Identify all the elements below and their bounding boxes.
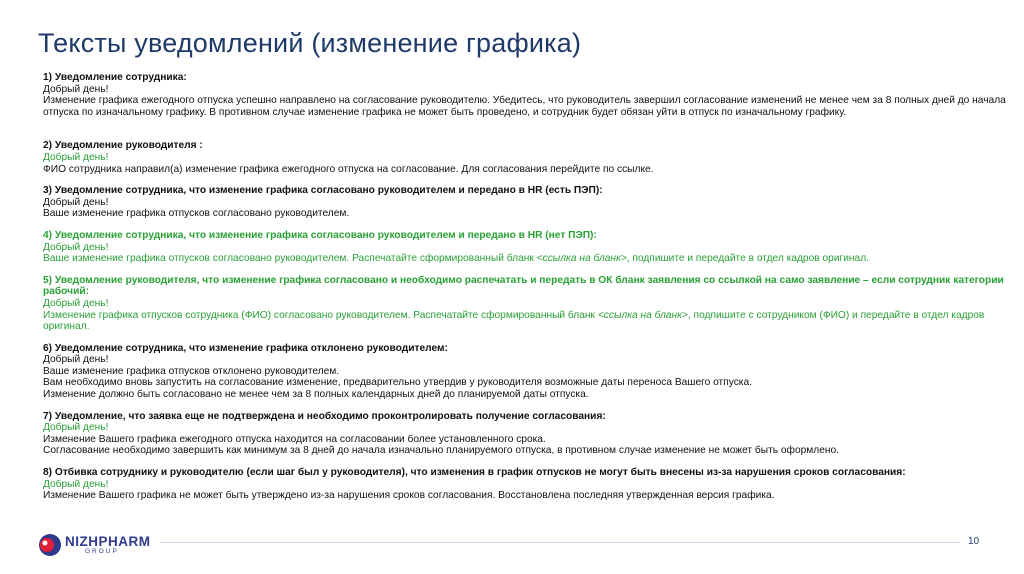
footer-divider [160, 542, 960, 543]
notice-6-line-3: Изменение должно быть согласовано не менее чем за 8 полных календарных дней до планируемой даты отпуска. [43, 389, 589, 401]
notice-7-greeting: Добрый день! [43, 422, 109, 434]
notice-7-line-2: Согласование необходимо завершить как минимум за 8 дней до начала изначально планируемого отпуска, в противном случае изменение не может быть оформлено. [43, 445, 840, 457]
notice-2 [43, 140, 1008, 175]
notice-5 [43, 275, 1008, 333]
notice-8 [43, 467, 1008, 502]
notice-4-text-start: Ваше изменение графика отпусков согласовано руководителем. Распечатайте сформированный бланк [43, 253, 537, 265]
notice-1-text: Изменение графика ежегодного отпуска успешно направлено на согласование руководителю. Убедитесь, что руководитель завершил согласование изменений не менее чем за 8 полных дней до начала отпуска по изначальному графику. В противном случае изменение графика не может быть проведено, и сотрудник будет обязан уйти в отпуск по изначальному графику. [43, 95, 1006, 118]
notice-5-form-link[interactable]: <ссылка на бланк> [597, 309, 688, 321]
notice-5-text [43, 310, 1008, 333]
notice-7-line-1: Изменение Вашего графика ежегодного отпуска находится на согласовании более установленного срока. [43, 433, 546, 445]
notice-6-greeting: Добрый день! [43, 354, 109, 366]
notice-4-text-end: , подпишите и передайте в отдел кадров оригинал. [626, 253, 869, 265]
notice-6-line-2: Вам необходимо вновь запустить на согласование изменение, предварительно утвердив у руководителя возможные даты переноса Вашего отпуска. [43, 377, 752, 389]
notice-6 [43, 343, 1008, 401]
notice-8-text: Изменение Вашего графика не может быть утверждено из-за нарушения сроков согласования. Восстановлена последняя утвержденная версия графика. [43, 490, 775, 502]
slide-title: Тексты уведомлений (изменение графика) [38, 28, 582, 58]
notice-3-text: Ваше изменение графика отпусков согласовано руководителем. [43, 208, 350, 220]
notice-8-heading: 8) Отбивка сотруднику и руководителю (если шаг был у руководителя), что изменения в график отпусков не могут быть внесены из-за нарушения сроков согласования: [43, 467, 906, 479]
notice-4-text [43, 253, 1008, 265]
nizhpharm-logo-icon [38, 533, 62, 557]
notice-5-text-end: , подпишите с сотрудником (ФИО) и передайте в отдел кадров оригинал. [43, 309, 985, 333]
notice-4 [43, 230, 1008, 265]
page-number: 10 [968, 536, 980, 547]
notice-1-heading: 1) Уведомление сотрудника: [43, 72, 187, 83]
notice-6-line-1: Ваше изменение графика отпусков отклонено руководителем. [43, 365, 340, 377]
notice-1-greeting: Добрый день! [43, 83, 109, 95]
logo-subtitle: GROUP [85, 548, 119, 555]
notice-5-heading: 5) Уведомление руководителя, что изменение графика согласовано и необходимо распечатать и передать в ОК бланк заявления со ссылкой на само заявление – если сотрудник категории рабочий: [43, 274, 1004, 298]
notice-3 [43, 185, 1008, 220]
notice-5-text-start: Изменение графика отпусков сотрудника (ФИО) согласовано руководителем. Распечатайте сформированный бланк [43, 309, 598, 321]
notifications-body [43, 72, 1008, 512]
notice-7-heading: 7) Уведомление, что заявка еще не подтверждена и необходимо проконтролировать получение согласования: [43, 410, 606, 422]
notice-6-heading: 6) Уведомление сотрудника, что изменение графика отклонено руководителем: [43, 342, 448, 354]
notice-5-greeting: Добрый день! [43, 297, 109, 309]
notice-4-heading: 4) Уведомление сотрудника, что изменение графика согласовано руководителем и передано в HR (нет ПЭП): [43, 229, 597, 241]
notice-1 [43, 72, 1008, 118]
notice-3-heading: 3) Уведомление сотрудника, что изменение графика согласовано руководителем и передано в HR (есть ПЭП): [43, 185, 603, 197]
logo-wordmark: NIZHPHARM [65, 534, 151, 549]
notice-2-greeting: Добрый день! [43, 151, 109, 163]
notice-2-heading: 2) Уведомление руководителя : [43, 140, 203, 152]
notice-2-text: ФИО сотрудника направил(а) изменение графика ежегодного отпуска на согласование. Для согласования перейдите по ссылке. [43, 163, 654, 175]
notice-3-greeting: Добрый день! [43, 196, 109, 208]
notice-8-greeting: Добрый день! [43, 478, 109, 490]
notice-7 [43, 411, 1008, 457]
notice-4-form-link[interactable]: <ссылка на бланк> [536, 253, 627, 265]
notice-4-greeting: Добрый день! [43, 241, 109, 253]
